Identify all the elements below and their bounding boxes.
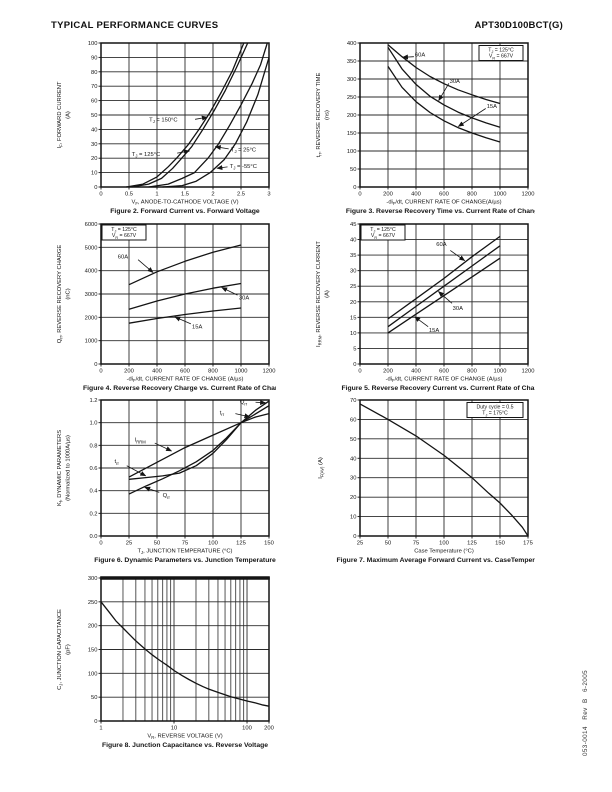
figure-7-plot: [310, 395, 535, 566]
y-tick-label: 40: [350, 456, 357, 463]
y-tick-label: 30: [91, 141, 98, 148]
x-tick-label: 150: [264, 540, 274, 547]
part-number: APT30D100BCT(G): [474, 20, 563, 31]
figure-5-conditions-line: $T_J = 125^\circ C$: [370, 227, 396, 234]
axis-ticks: [350, 398, 533, 547]
figure-5-x-axis-label: $-di_F/dt$, CURRENT RATE OF CHANGE (A/µs): [385, 376, 503, 384]
grid-lines: [360, 43, 528, 187]
y-tick-label: 70: [91, 84, 98, 91]
figure-4-plot: [51, 220, 276, 394]
x-tick-label: 0: [358, 368, 362, 375]
page-section-title: TYPICAL PERFORMANCE CURVES: [51, 20, 219, 31]
x-tick-label: 600: [439, 368, 449, 375]
figure-8-caption: Figure 8. Junction Capacitance vs. Reverse Voltage: [101, 742, 269, 749]
x-tick-label: 1.5: [180, 191, 190, 198]
figure-5-plot: [310, 220, 535, 394]
y-tick-label: 0: [353, 185, 357, 191]
y-tick-label: 20: [91, 156, 98, 163]
figure-5-curve-label: 60A: [436, 242, 447, 249]
figure-6-series-Q-rr: [129, 401, 269, 494]
figure-3-curve-label: 60A: [414, 52, 426, 59]
figure-2-curve-label: $T_J = 25^\circ C$: [230, 147, 257, 155]
figure-3-curve-label: 30A: [449, 78, 460, 85]
y-tick-label: 300: [346, 77, 357, 83]
y-tick-label: 200: [87, 623, 98, 630]
x-tick-label: 2.5: [236, 191, 246, 198]
figure-6-curve-label: $Q_{rr}$: [162, 493, 170, 500]
y-tick-label: 10: [350, 514, 357, 521]
y-tick-label: 100: [87, 671, 98, 678]
x-tick-label: 125: [467, 540, 477, 547]
y-tick-label: 10: [350, 330, 357, 337]
x-tick-label: 800: [208, 368, 218, 375]
figure-5-curve-label: 30A: [452, 306, 464, 312]
x-tick-label: 25: [356, 540, 364, 547]
y-tick-label: 1.2: [89, 398, 98, 404]
figure-2-y-axis-label: $I_F$, FORWARD CURRENT: [57, 81, 64, 149]
x-tick-label: 200: [264, 725, 274, 732]
y-tick-label: 80: [91, 69, 98, 76]
figure-6-plot: [51, 395, 276, 566]
x-tick-label: 1: [155, 191, 159, 198]
figure-5-y-axis-label: (A): [324, 290, 331, 298]
figure-4-curve-label: 30A: [238, 295, 250, 302]
y-tick-label: 200: [346, 113, 357, 119]
x-tick-label: 400: [152, 368, 162, 375]
document-revision-code: 053-0014 Rev B 6-2005: [582, 669, 589, 756]
figure-4-curve-label: 60A: [117, 254, 129, 261]
axis-ticks: [88, 576, 274, 732]
y-tick-label: 400: [346, 41, 357, 47]
x-tick-label: 1200: [521, 368, 535, 375]
figure-8-junction-capacitance-chart: [51, 573, 276, 756]
y-tick-label: 0: [94, 719, 98, 725]
figure-5-y-axis-label: $I_{RRM}$, REVERSE RECOVERY CURRENT: [316, 241, 323, 347]
y-tick-label: 0.0: [89, 534, 98, 540]
x-tick-label: 100: [208, 540, 218, 547]
y-tick-label: 300: [87, 576, 98, 582]
y-tick-label: 4000: [84, 268, 98, 275]
y-tick-label: 30: [350, 475, 357, 482]
figure-6-x-axis-label: $T_J$, JUNCTION TEMPERATURE (°C): [137, 548, 233, 556]
figure-2-curve-label: $T_J = 150^\circ C$: [149, 117, 178, 124]
y-tick-label: 60: [91, 98, 98, 105]
figure-7-conditions-line: $T_J = 175^\circ C$: [482, 410, 508, 418]
figure-7-average-current-chart: [310, 395, 535, 571]
figure-5-conditions-line: $V_R = 667V$: [370, 233, 396, 240]
figure-4-conditions-line: $V_R = 667V$: [111, 233, 137, 240]
axis-ticks: [88, 41, 271, 198]
x-tick-label: 10: [170, 725, 178, 732]
y-tick-label: 0: [353, 362, 357, 368]
y-tick-label: 50: [91, 113, 98, 119]
y-tick-label: 20: [350, 299, 357, 306]
figure-3-plot: [310, 38, 535, 217]
figure-4-curve-label: 15A: [192, 324, 203, 331]
y-tick-label: 1000: [84, 338, 98, 345]
figure-6-y-axis-label: $K_f$, DYNAMIC PARAMETERS: [57, 429, 64, 507]
x-tick-label: 800: [467, 368, 477, 375]
x-tick-label: 800: [467, 191, 477, 198]
figure-2-plot: [51, 38, 276, 217]
y-tick-label: 6000: [84, 222, 98, 228]
y-tick-label: 250: [346, 95, 357, 101]
y-tick-label: 150: [346, 131, 357, 137]
figure-7-x-axis-label: Case Temperature (°C): [414, 548, 474, 555]
y-tick-label: 0: [94, 362, 98, 368]
y-tick-label: 100: [87, 41, 98, 47]
x-tick-label: 175: [523, 540, 533, 547]
figure-3-curve-label: 15A: [486, 104, 498, 110]
x-tick-label: 0: [99, 540, 103, 547]
figure-2-curve-label: $T_J = -55^\circ C$: [229, 164, 257, 171]
figure-2-curve-label: $T_J = 125^\circ C$: [131, 151, 161, 159]
y-tick-label: 50: [91, 695, 98, 702]
figure-3-x-axis-label: $-di_F/dt$, CURRENT RATE OF CHANGE(A/µs): [386, 199, 502, 207]
y-tick-label: 40: [350, 237, 357, 244]
x-tick-label: 50: [153, 540, 161, 547]
y-tick-label: 15: [350, 315, 357, 322]
figure-2-forward-current-chart: [51, 38, 276, 222]
y-tick-label: 20: [350, 495, 357, 502]
x-tick-label: 75: [412, 540, 420, 547]
y-tick-label: 100: [346, 149, 357, 155]
figure-4-y-axis-label: (nC): [65, 288, 72, 300]
x-tick-label: 75: [181, 540, 189, 547]
figure-3-conditions-line: $T_J = 125^\circ C$: [488, 47, 514, 55]
figure-8-x-axis-label: $V_R$, REVERSE VOLTAGE (V): [147, 733, 223, 741]
figure-3-conditions-line: $V_R = 667V$: [488, 53, 514, 61]
figure-7-y-axis-label: $I_{F(AV)}$ (A): [318, 457, 325, 479]
figure-2-caption: Figure 2. Forward Current vs. Forward Voltage: [110, 208, 260, 215]
figure-6-curve-label: $I_{RRM}$: [134, 437, 146, 445]
y-tick-label: 0.6: [89, 466, 98, 472]
y-tick-label: 5: [353, 346, 357, 353]
figure-6-y-axis-label: (Normalized to 1000A/µs): [65, 435, 72, 501]
figure-2-x-axis-label: $V_F$, ANODE-TO-CATHODE VOLTAGE (V): [131, 199, 239, 207]
x-tick-label: 150: [495, 540, 505, 547]
y-tick-label: 30: [350, 268, 357, 275]
figure-3-y-axis-label: (ns): [324, 110, 331, 120]
figure-5-curve-label: 15A: [428, 327, 440, 334]
figure-6-caption: Figure 6. Dynamic Parameters vs. Junction Temperature: [94, 557, 276, 564]
x-tick-label: 25: [125, 540, 133, 547]
x-tick-label: 400: [411, 368, 421, 375]
figure-5-recovery-current-chart: [310, 220, 535, 399]
y-tick-label: 0: [353, 534, 357, 540]
x-tick-label: 600: [180, 368, 190, 375]
figure-6-curve-label: $t_{rr}$: [219, 410, 225, 418]
x-tick-label: 0.5: [124, 191, 134, 198]
figure-8-y-axis-label: $C_J$, JUNCTION CAPACITANCE: [57, 609, 64, 690]
x-tick-label: 1200: [262, 368, 276, 375]
y-tick-label: 250: [87, 599, 98, 606]
y-tick-label: 0.2: [89, 511, 98, 518]
y-tick-label: 150: [87, 647, 98, 654]
y-tick-label: 25: [350, 284, 357, 291]
y-tick-label: 90: [91, 55, 98, 62]
x-tick-label: 100: [439, 540, 449, 547]
y-tick-label: 2000: [84, 315, 98, 322]
y-tick-label: 35: [350, 253, 357, 260]
y-tick-label: 50: [350, 167, 357, 173]
figure-7-caption: Figure 7. Maximum Average Forward Current vs. CaseTemperature: [336, 557, 535, 564]
y-tick-label: 0.4: [89, 488, 98, 495]
x-tick-label: 600: [439, 191, 449, 198]
grid-lines: [360, 400, 528, 536]
figure-6-series-t-rr: [129, 414, 269, 480]
x-tick-label: 1000: [493, 368, 507, 375]
x-tick-label: 200: [383, 191, 393, 198]
x-tick-label: 1200: [521, 191, 535, 198]
figure-4-caption: Figure 4. Reverse Recovery Charge vs. Current Rate of Change: [83, 385, 276, 392]
y-tick-label: 1.0: [89, 420, 98, 427]
y-tick-label: 3000: [84, 292, 98, 298]
figure-3-caption: Figure 3. Reverse Recovery Time vs. Current Rate of Change: [345, 208, 535, 215]
figure-6-curve-label: $t_{rr}$: [114, 459, 119, 466]
y-tick-label: 45: [350, 222, 357, 228]
figure-4-x-axis-label: $-di_F/dt$, CURRENT RATE OF CHANGE (A/µs): [126, 376, 244, 384]
y-tick-label: 50: [350, 436, 357, 443]
y-tick-label: 0: [94, 185, 98, 191]
x-tick-label: 1000: [493, 191, 507, 198]
x-tick-label: 1: [99, 725, 103, 732]
y-tick-label: 70: [350, 398, 357, 404]
x-tick-label: 0: [99, 368, 103, 375]
figure-8-y-axis-label: (pF): [65, 644, 72, 655]
x-tick-label: 200: [124, 368, 134, 375]
figure-4-conditions-line: $T_J = 125^\circ C$: [111, 227, 137, 234]
figure-3-recovery-time-chart: [310, 38, 535, 222]
x-tick-label: 100: [242, 725, 252, 732]
y-tick-label: 40: [91, 127, 98, 134]
figure-4-y-axis-label: $Q_{rr}$, REVERSE RECOVERY CHARGE: [57, 244, 64, 344]
x-tick-label: 50: [384, 540, 392, 547]
figure-6-curve-label: $Q_{rr}$: [239, 399, 248, 407]
x-tick-label: 2: [211, 191, 215, 198]
x-tick-label: 1000: [234, 368, 248, 375]
y-tick-label: 10: [91, 170, 98, 177]
figure-6-dynamic-parameters-chart: [51, 395, 276, 571]
x-tick-label: 125: [236, 540, 246, 547]
x-tick-label: 0: [358, 191, 362, 198]
x-tick-label: 400: [411, 191, 421, 198]
y-tick-label: 60: [350, 417, 357, 424]
figure-5-caption: Figure 5. Reverse Recovery Current vs. Current Rate of Change: [341, 385, 535, 392]
y-tick-label: 5000: [84, 245, 98, 252]
x-tick-label: 200: [383, 368, 393, 375]
x-tick-label: 0: [99, 191, 103, 198]
figure-4-recovery-charge-chart: [51, 220, 276, 399]
y-tick-label: 350: [346, 59, 357, 65]
x-tick-label: 3: [267, 191, 271, 198]
figure-8-plot: [51, 573, 276, 751]
figure-2-y-axis-label: (A): [65, 111, 72, 119]
y-tick-label: 0.8: [89, 443, 98, 450]
figure-7-conditions-line: Duty cycle = 0.5: [476, 404, 514, 411]
figure-3-y-axis-label: $t_{rr}$, REVERSE RECOVERY TIME: [316, 72, 323, 158]
